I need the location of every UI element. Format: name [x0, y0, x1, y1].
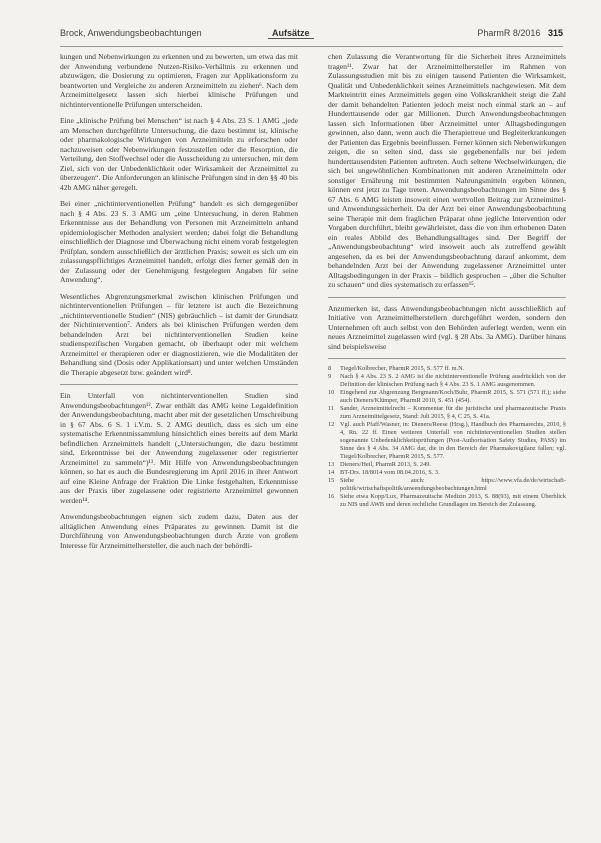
section-divider: [328, 297, 566, 298]
footnote: [328, 477, 566, 493]
footnote-number: 10: [328, 389, 335, 396]
footnote-text: BT-Drs. 18/8014 vom 08.04.2016, S. 3.: [340, 469, 440, 476]
footnote: [328, 461, 566, 469]
running-head-author: Brock, Anwendungsbeobachtungen: [60, 28, 202, 38]
footnote: [328, 365, 566, 373]
paragraph: Anwendungsbeobachtungen eignen sich zudem dazu, Daten aus der alltäglichen Anwendung eines Präparates zu gewinnen. Damit ist die Durchführung von Anwendungsbeobachtungen durch Ärzte von großem Interesse für Arzneimittelhersteller, die auch nach der behördli-: [60, 512, 298, 550]
footnote: [328, 389, 566, 405]
page-header: [0, 28, 601, 44]
footnote-number: 13: [328, 461, 335, 468]
left-column: [60, 52, 298, 557]
footnote-text: Vgl. auch Pfaff/Wasner, in: Dieners/Reese (Hrsg.), Handbuch des Pharmarechts, 2010, § 4, Rn. 22 ff. Einen weiteren Unterfall von nichtinterventionellen Studien stellen sogenannte Unbedenklichkeitsprüfungen (Post-Authorisation Safety Studies, PASS) im Sinne des § 4 Abs. 34 AMG dar, die in den Bereich der Pharmakovigilanz fallen; vgl. Tiegel/Kolbrecher, PharmR 2015, S. 577.: [340, 421, 566, 460]
footnote-number: 14: [328, 469, 335, 476]
paragraph: chen Zulassung die Verantwortung für die Sicherheit ihres Arzneimittels tragen¹¹. Zwar hat der Arzneimittelhersteller im Rahmen von Zulassungsstudien mit bis zu einigen tausend Patienten die Wirksamkeit, Qualität und Unbedenklichkeit seines Arzneimittels nachgewiesen. Mit dem Markteintritt eines Arzneimittels gegen eine Volkskrankheit steigt die Zahl der damit behandelten Patienten jedoch meist noch einmal stark an – auf Hunderttausende oder gar Millionen. Durch Anwendungsbeobachtungen lassen sich Informationen über Arzneimittel unter Alltagsbedingungen gewinnen, also dann, wenn auch die Therapietreue und Begleiterkrankungen der Patienten das Ergebnis beeinflussen. Ferner können sich Nebenwirkungen zeigen, die so selten sind, dass sie gegebenenfalls nur bei jedem hunderttausendsten Patienten auftreten. Auch seltene Wechselwirkungen, die sich bei ungewöhnlichen Kombinationen mit anderen Arzneimitteln oder sonstiger Ernährung mit bestimmten Nahrungsmitteln ergeben können, können erst jetzt zu Tage treten. Anwendungsbeobachtungen im Sinne des § 67 Abs. 6 AMG leisten insoweit einen wertvollen Beitrag zur Arzneimittel- und Anwendungssicherheit. Da der Arzt bei einer Anwendungsbeobachtung seine Therapie mit dem fraglichen Präparat ohne jegliche Intervention oder Vorgaben durchführt, bleibt gewährleistet, dass die von ihm erhobenen Daten ein reales Abbild des Behandlungsalltages sind. Der Begriff der „Anwendungsbeobachtung“ wird insoweit auch als zutreffend gewählt angesehen, da es bei der Anwendungsbeobachtung darauf ankommt, dem behandelnden Arzt bei der Anwendung zugelassener Arzneimittel unter Alltagsbedingungen in der Praxis – bildlich gesprochen – „über die Schulter zu schauen“ und dies systematisch zu erfassen¹⁵.: [328, 52, 566, 289]
footnote-text: Sander, Arzneimittelrecht – Kommentar für die juristische und pharmazeutische Praxis zum Arzneimittelgesetz, Stand: Juli 2015, § 4, C 25, S. 41a.: [340, 405, 566, 420]
footnote-number: 15: [328, 477, 335, 484]
paragraph: Anzumerken ist, dass Anwendungsbeobachtungen nicht ausschließlich auf Initiative von Arzneimittelherstellern durchgeführt werden, sondern den Unternehmen oft auch selbst von den Behörden auferlegt werden, wenn ein neues Arzneimittel zugelassen wird (vgl. § 28 Abs. 3a AMG). Darüber hinaus sind beispielsweise: [328, 303, 566, 351]
footnote-number: 9: [328, 373, 332, 380]
paragraph: Ein Unterfall von nichtinterventionellen Studien sind Anwendungsbeobachtungen¹². Zwar enthält das AMG keine Legaldefinition der Anwendungsbeobachtung, macht aber mit der gesetzlichen Umschreibung in § 67 Abs. 6 S. 1 i.V.m. S. 2 AMG deutlich, dass es sich um eine systematische Erkenntnissammlung hinsichtlich eines bereits auf dem Markt befindlichen Arzneimittels handelt („Untersuchungen, die dazu bestimmt sind, Erkenntnisse bei der Anwendung zugelassener oder registrierter Arzneimittel zu sammeln“)¹³. Mit Hilfe von Anwendungsbeobachtungen können, so hat es auch die Bundesregierung im April 2016 in ihrer Antwort auf eine Kleine Anfrage der Fraktion Die Linke festgehalten, Erkenntnisse aus der Praxis über zugelassene oder registrierte Arzneimittel gewonnen werden¹⁴.: [60, 391, 298, 505]
footnote: [328, 405, 566, 421]
paragraph: Bei einer „nichtinterventionellen Prüfung“ handelt es sich demgegenüber nach § 4 Abs. 23 S. 3 AMG um „eine Untersuchung, in deren Rahmen Erkenntnisse aus der Behandlung von Personen mit Arzneimitteln anhand epidemiologischer Methoden analysiert werden; dabei folgt die Behandlung einschließlich der Diagnose und Überwachung nicht einem vorab festgelegten Prüfplan, sondern ausschließlich der ärztlichen Praxis; soweit es sich um ein zulassungspflichtiges Arzneimittel handelt, erfolgt dies ferner gemäß den in der Zulassung oder der Genehmigung festgelegten Angaben für seine Anwendung“.: [60, 199, 298, 284]
page-number: 315: [547, 28, 563, 38]
footnote-number: 11: [328, 405, 335, 412]
footnote-text: Dieners/Heil, PharmR 2013, S. 249.: [340, 461, 431, 468]
paragraph: Wesentliches Abgrenzungsmerkmal zwischen klinischen Prüfungen und nichtinterventionellen Prüfungen – für letztere ist auch die Bezeichnung „nichtinterventionelle Studien“ (NIS) gebräuchlich – ist damit der Grundsatz der Nichtintervention⁷. Anders als bei klinischen Prüfungen werden dem behandelnden Arzt bei nichtinterventionellen Studien keine studienspezifischen Vorgaben gemacht, ob überhaupt oder mit welchem Arzneimittel er therapieren oder er diagnostizieren, wie die Modalitäten der Behandlung sind (Dosis oder Applikationsart) und unter welchen Umständen die Therapie abgesetzt bzw. geändert wird⁸.: [60, 291, 298, 377]
footnote: [328, 373, 566, 389]
footnotes: [328, 365, 566, 509]
footnote-number: 12: [328, 421, 335, 428]
footnote-number: 16: [328, 493, 335, 500]
footnote-text: Eingehend zur Abgrenzung Bergmann/Koch/Buhr, PharmR 2015, S. 571 (571 ff.); siehe auch Dieners/Klümper, PharmR 2010, S. 451 (454).: [340, 389, 566, 404]
paragraph: kungen und Nebenwirkungen zu erkennen und zu bewerten, um etwa das mit der Anwendung verbundene Nutzen-Risiko-Verhältnis zu erkennen und abzuwägen, die Dosierung zu optimieren, Fragen zur Applikationsform zu beantworten und Vergleiche zu anderen Arzneimitteln zu ziehen⁶. Nach dem Arzneimittelgesetz lassen sich hierbei klinische Prüfungen und nichtinterventionelle Prüfungen unterscheiden.: [60, 52, 298, 109]
header-rule: [60, 46, 563, 47]
journal-issue: PharmR 8/2016: [477, 28, 541, 38]
footnote-text: Siehe auch: https://www.vfa.de/de/wirtschaft-politik/wirtschaftspolitik/anwendungsbeobachtungen.html: [340, 477, 566, 492]
footnote-number: 8: [328, 365, 332, 372]
footnote: [328, 469, 566, 477]
section-divider: [60, 384, 298, 385]
footnote-text: Siehe etwa Kopp/Lux, Pharmazeutische Medizin 2013, S. 88(93), mit einem Überblick zu NIS und AWB und deren rechtliche Grundlagen im Bereich der Zulassung.: [340, 493, 566, 508]
section-label: Aufsätze: [268, 28, 314, 39]
footnote: [328, 421, 566, 461]
footnote: [328, 493, 566, 509]
footnote-text: Tiegel/Kolbrecher, PharmR 2015, S. 577 ff. m.N.: [340, 365, 465, 372]
paragraph: Eine „klinische Prüfung bei Menschen“ ist nach § 4 Abs. 23 S. 1 AMG „jede am Menschen durchgeführte Untersuchung, die dazu bestimmt ist, klinische oder pharmakologische Wirkungen von Arzneimitteln zu erforschen oder nachzuweisen oder Nebenwirkungen festzustellen oder die Resorption, die Verteilung, den Stoffwechsel oder die Ausscheidung zu untersuchen, mit dem Ziel, sich von der Unbedenklichkeit oder Wirksamkeit der Arzneimittel zu überzeugen“. Die Anforderungen an klinische Prüfungen sind in den §§ 40 bis 42b AMG näher geregelt.: [60, 116, 298, 192]
footnote-divider: [328, 358, 566, 359]
journal-page-ref: [477, 28, 563, 38]
footnote-text: Nach § 4 Abs. 23 S. 2 AMG ist die nichtinterventionelle Prüfung ausdrücklich von der Definition der klinischen Prüfung nach § 4 Abs. 23 S. 1 AMG ausgenommen.: [340, 373, 566, 388]
right-column: [328, 52, 566, 509]
